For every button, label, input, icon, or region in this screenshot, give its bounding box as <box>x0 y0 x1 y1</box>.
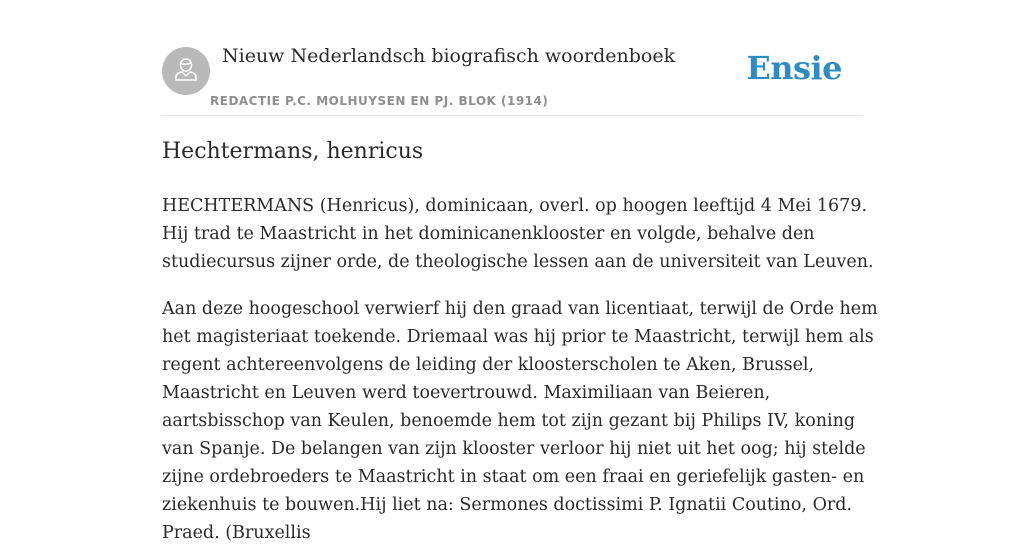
entry-title: Hechtermans, henricus <box>162 139 424 164</box>
source-avatar[interactable] <box>162 47 210 95</box>
entry-paragraph: Aan deze hoogeschool verwierf hij den graad van licentiaat, terwijl de Orde hem het magisteriaat toekende. Driemaal was hij prior te Maastricht, terwijl hem als regent achtereenvolgens de leiding der kloosterscholen te Aken, Brussel, Maastricht en Leuven werd toevertrouwd. Maximiliaan van Beieren, aartsbisschop van Keulen, benoemde hem tot zijn gezant bij Philips IV, koning van Spanje. De belangen van zijn klooster verloor hij niet uit het oog; hij stelde zijne ordebroeders te Maastricht in staat om een fraai en geriefelijk gasten- en ziekenhuis te bouwen.Hij liet na: Sermones doctissimi P. Ignatii Coutino, Ord. Praed. (Bruxellis <box>162 299 878 543</box>
entry-paragraph: HECHTERMANS (Henricus), dominicaan, overl. op hoogen leeftijd 4 Mei 1679. Hij trad te Maastricht in het dominicanenklooster en volgde, behalve den studiecursus zijner orde, de theologische lessen aan de universiteit van Leuven. <box>162 196 874 272</box>
ensie-logo[interactable]: Ensie <box>746 49 842 87</box>
source-editor: REDACTIE P.C. MOLHUYSEN EN PJ. BLOK (1914) <box>210 94 549 108</box>
source-header <box>162 0 862 116</box>
user-icon <box>171 54 201 89</box>
article <box>162 0 878 543</box>
source-title[interactable]: Nieuw Nederlandsch biografisch woordenboek <box>222 45 676 67</box>
